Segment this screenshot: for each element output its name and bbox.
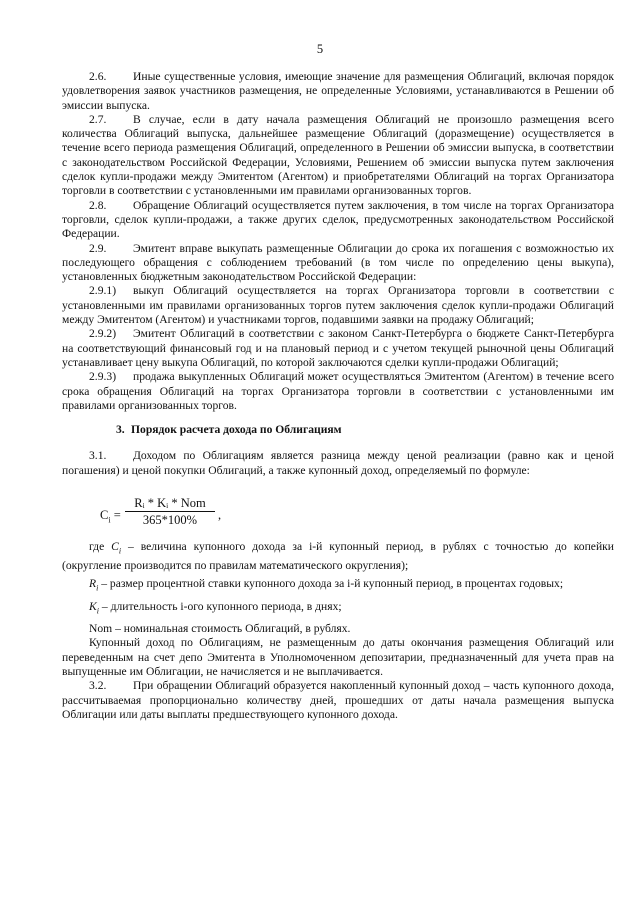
symbol-c-subscript: i (118, 546, 122, 556)
clause-number: 2.7. (89, 112, 107, 126)
clause-number: 3.1. (89, 449, 107, 463)
page-number: 5 (316, 42, 324, 56)
paragraph-2-9-3 (62, 370, 614, 413)
formula-lhs-subscript: i (108, 515, 111, 525)
paragraph-2-8 (62, 199, 614, 242)
coupon-formula (100, 496, 614, 534)
clause-text: Эмитент вправе выкупать размещенные Облигации до срока их погашения с возможностью их последующего обращения с соблюдением требований (в том числе по определению цены выкупа), установленных бюджетным законодательством Российской Федерации: (62, 241, 614, 284)
symbol-k-subscript: i (96, 605, 99, 615)
clause-text: В случае, если в дату начала размещения Облигаций не произошло размещения всего количества Облигаций выпуска, дальнейшее размещение Облигаций (доразмещение) осуществляется в течение всего периода размещения Облигаций, определенного в Решении об эмиссии выпуска, в соответствии с законодательством Российской Федерации, Условиями, Решением об эмиссии выпуска путем заключения сделок купли-продажи между Эмитентом (Агентом) и приобретателями Облигаций на торгах Организатора торговли в соответствии с установленными им правилами организованных торгов. (62, 112, 614, 198)
document-body (62, 70, 614, 722)
clause-text: Иные существенные условия, имеющие значение для размещения Облигаций, включая порядок удовлетворения заявок участников размещения, не определенные Условиями, устанавливаются в Решении об эмиссии выпуска. (62, 70, 614, 112)
clause-text: выкуп Облигаций осуществляется на торгах Организатора торговли в соответствии с установленными им правилами организованных торгов путем заключения сделок купли-продажи Облигаций между Эмитентом (Агентом) и участниками торгов, подавшими заявки на продажу Облигаций; (62, 284, 614, 327)
definition-nom: Nom – номинальная стоимость Облигаций, в рублях. (89, 622, 351, 636)
paragraph-3-1 (62, 449, 614, 478)
paragraph-2-9 (62, 242, 614, 285)
paragraph-unplaced-coupon: Купонный доход по Облигациям, не размещенным до даты окончания размещения Облигаций или переведенным на счет депо Эмитента в Уполномоченном депозитарии, предназначенный для учета прав на выпущенные им Облигации, не начисляется и не выплачивается. (62, 636, 614, 679)
definition-c-text: – величина купонного дохода за i-й купонный период, в рублях с точностью до копейки (округление производится по правилам математического округления); (62, 540, 614, 572)
definition-k (62, 600, 614, 619)
definition-k-text: – длительность i-ого купонного периода, в днях; (98, 599, 342, 613)
formula-numerator: Rᵢ * Kᵢ * Nom (125, 496, 215, 512)
paragraph-2-6 (62, 70, 614, 113)
clause-number: 2.9.2) (89, 327, 117, 341)
symbol-r: R (89, 576, 97, 590)
paragraph-3-2 (62, 679, 614, 722)
clause-text: При обращении Облигаций образуется накопленный купонный доход – часть купонного дохода, рассчитываемая пропорционально количеству дней, прошедших от даты начала размещения выпуска Облигации или даты выплаты предшествующего купонного дохода. (62, 679, 614, 721)
clause-text: Доходом по Облигациям является разница между ценой реализации (равно как и ценой погашения) и ценой покупки Облигаций, а также купонный доход, определяемый по формуле: (62, 449, 614, 477)
symbol-c: C (111, 540, 119, 554)
paragraph-2-9-1 (62, 284, 614, 327)
formula-lhs (100, 508, 121, 528)
section-3-heading (62, 423, 614, 437)
formula-equals: = (113, 508, 121, 523)
section-number: 3. (116, 423, 125, 437)
formula-denominator: 365*100% (142, 513, 198, 528)
definition-c (62, 540, 614, 573)
clause-text: продажа выкупленных Облигаций может осуществляться Эмитентом (Агентом) в течение всего срока обращения Облигаций на торгах Организатора торговли в соответствии с установленными им правилами организованных торгов. (62, 370, 614, 412)
formula-lhs-symbol: C (100, 508, 109, 523)
clause-number: 2.9.1) (89, 284, 117, 298)
paragraph-2-7 (62, 113, 614, 199)
section-title: Порядок расчета дохода по Облигациям (131, 423, 342, 437)
clause-number: 3.2. (89, 679, 107, 693)
formula-comma: , (218, 508, 222, 523)
definition-r (62, 577, 614, 596)
clause-number: 2.9. (89, 241, 107, 255)
definition-r-text: – размер процентной ставки купонного дохода за i-й купонный период, в процентах годовых; (98, 576, 564, 590)
paragraph-2-9-2 (62, 327, 614, 370)
formula-fraction (125, 496, 215, 528)
clause-number: 2.6. (89, 70, 107, 83)
clause-text: Эмитент Облигаций в соответствии с законом Санкт-Петербурга о бюджете Санкт-Петербурга на соответствующий финансовый год и на плановый период и с учетом текущей рыночной цены Облигаций устанавливает цену выкупа Облигаций, по которой заключаются сделки купли-продажи Облигаций; (62, 327, 614, 369)
clause-number: 2.9.3) (89, 370, 117, 384)
clause-number: 2.8. (89, 198, 107, 212)
symbol-k: K (89, 599, 97, 613)
symbol-r-subscript: i (96, 583, 99, 593)
clause-text: Обращение Облигаций осуществляется путем заключения, в том числе на торгах Организатора торговли, сделок купли-продажи, а также других сделок, предусмотренных законодательством Российской Федерации. (62, 198, 614, 241)
definition-prefix: где (89, 540, 105, 554)
